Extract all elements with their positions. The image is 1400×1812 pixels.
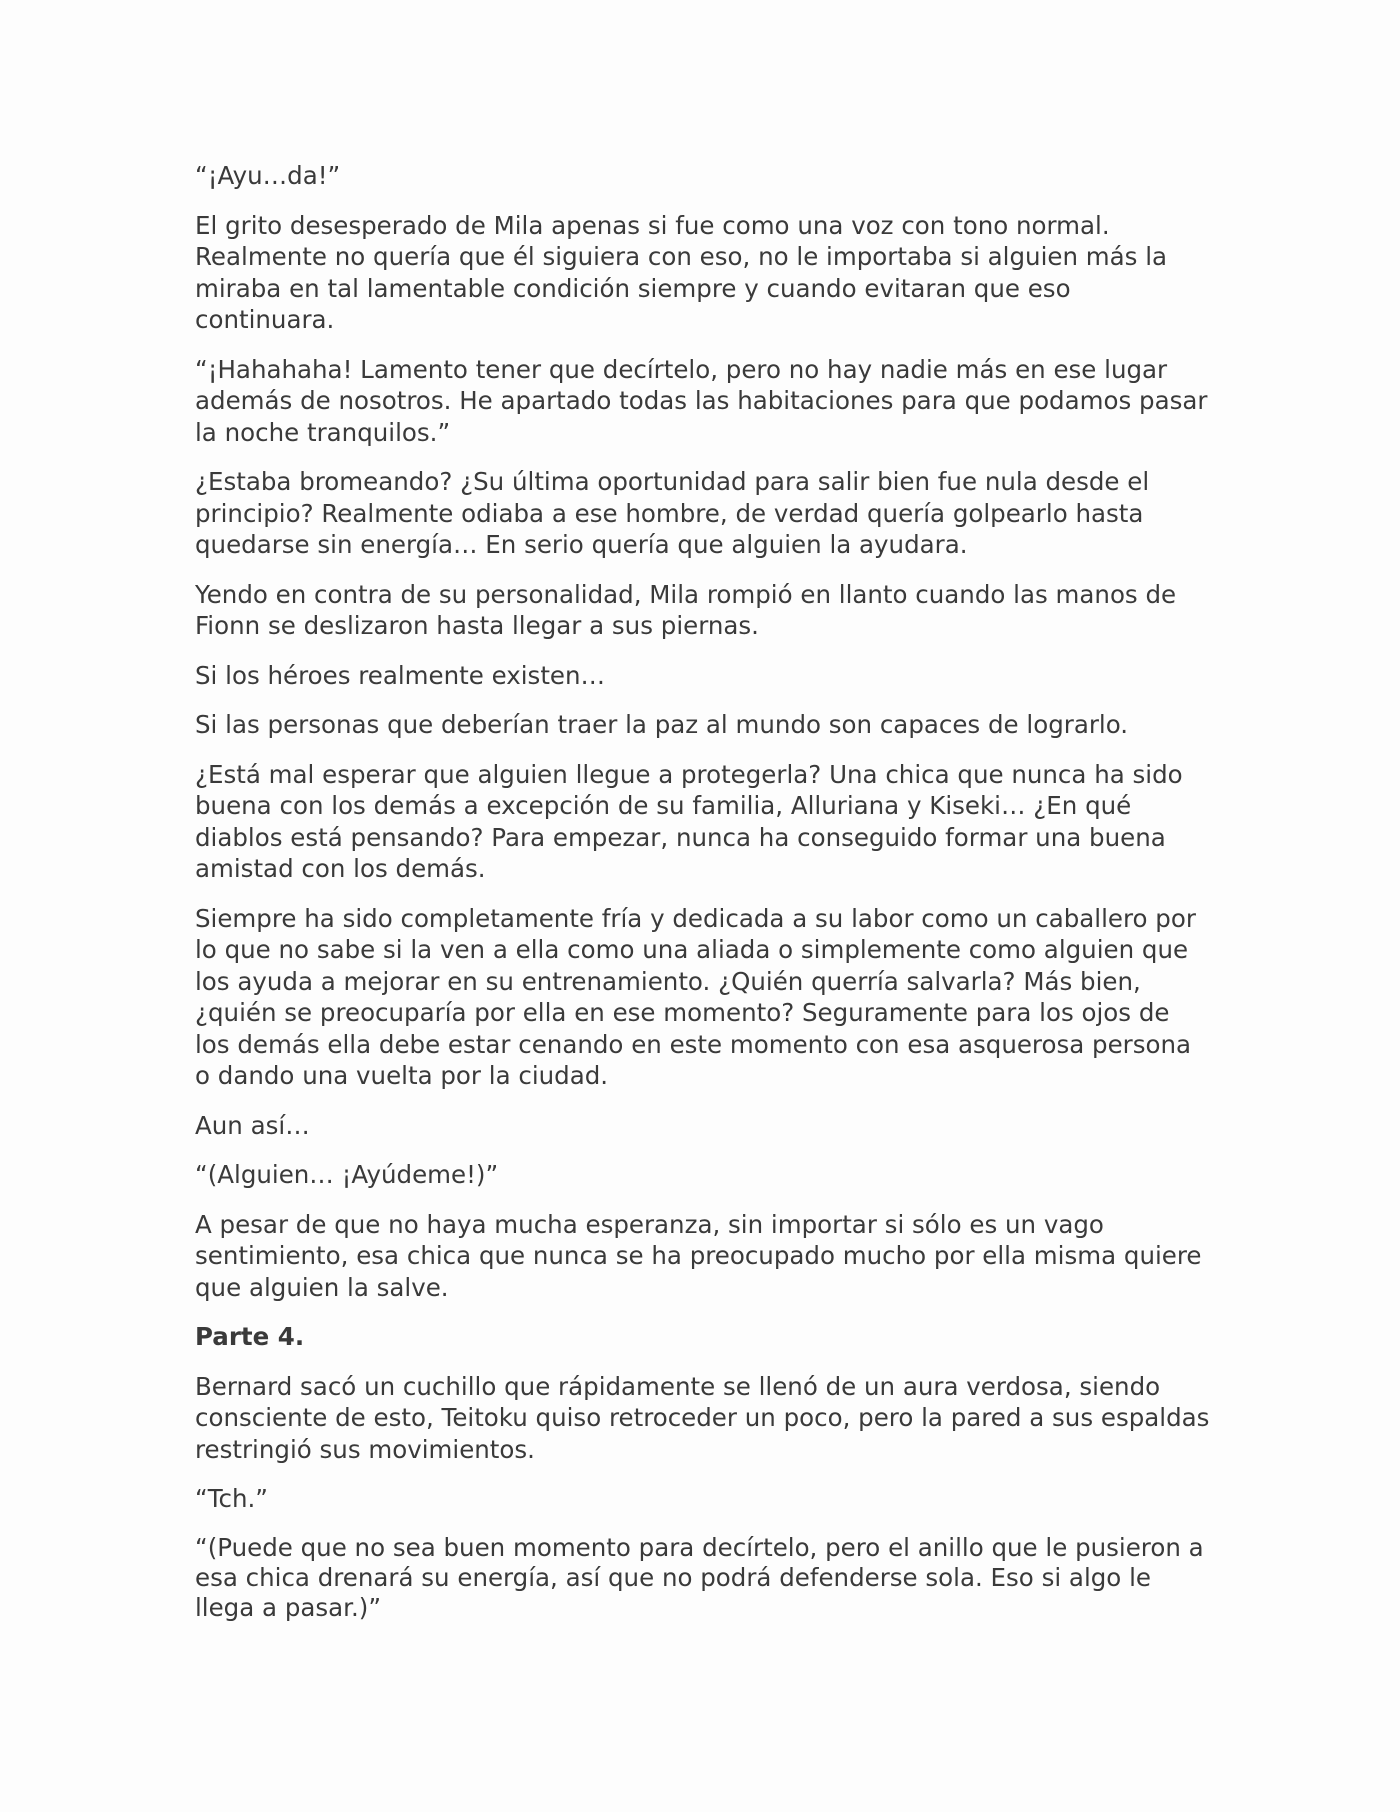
section-heading: Parte 4. [195,1322,305,1351]
body-paragraph: ¿Estaba bromeando? ¿Su última oportunidad para salir bien fue nula desde el principio? Realmente odiaba a ese hombre, de verdad quería golpearlo hasta quedarse sin energía… En serio quería que alguien la ayudara. [195,467,1150,559]
dialogue-paragraph: “¡Hahahaha! Lamento tener que decírtelo, pero no hay nadie más en ese lugar además de nosotros. He apartado todas las habitaciones para que podamos pasar la noche tranquilos.” [195,354,1208,447]
body-paragraph: Aun así… [195,1110,310,1140]
body-paragraph: Siempre ha sido completamente fría y dedicada a su labor como un caballero por lo que no sabe si la ven a ella como una aliada o simplemente como alguien que los ayuda a mejorar en su entrenamiento. ¿Quién querría salvarla? Más bien, ¿quién se preocuparía por ella en ese momento? Seguramente para los ojos de los demás ella debe estar cenando en este momento con esa asquerosa persona o dando una vuelta por la ciudad. [195,903,1196,1090]
body-paragraph: Yendo en contra de su personalidad, Mila rompió en llanto cuando las manos de Fionn se deslizaron hasta llegar a sus piernas. [195,579,1177,640]
body-paragraph: A pesar de que no haya mucha esperanza, sin importar si sólo es un vago sentimiento, esa chica que nunca se ha preocupado mucho por ella misma quiere que alguien la salve. [195,1209,1202,1302]
body-paragraph: Bernard sacó un cuchillo que rápidamente se llenó de un aura verdosa, siendo consciente de esto, Teitoku quiso retroceder un poco, pero la pared a sus espaldas restringió sus movimientos. [195,1371,1210,1464]
body-paragraph: Si los héroes realmente existen… [195,660,606,690]
dialogue-paragraph: “¡Ayu…da!” [195,161,341,190]
dialogue-paragraph: “(Alguien… ¡Ayúdeme!)” [195,1160,499,1189]
body-paragraph: ¿Está mal esperar que alguien llegue a protegerla? Una chica que nunca ha sido buena con los demás a excepción de su familia, Alluriana y Kiseki… ¿En qué diablos está pensando? Para empezar, nunca ha conseguido formar una buena amistad con los demás. [195,759,1183,883]
dialogue-paragraph: “Tch.” [195,1484,268,1513]
body-paragraph: Si las personas que deberían traer la paz al mundo son capaces de lograrlo. [195,710,1129,739]
document-page [195,160,1210,1641]
dialogue-paragraph: “(Puede que no sea buen momento para decírtelo, pero el anillo que le pusieron a esa chica drenará su energía, así que no podrá defenderse sola. Eso si algo le llega a pasar.)” [195,1532,1204,1622]
body-paragraph: El grito desesperado de Mila apenas si fue como una voz con tono normal. Realmente no quería que él siguiera con eso, no le importaba si alguien más la miraba en tal lamentable condición siempre y cuando evitaran que eso continuara. [195,210,1168,334]
